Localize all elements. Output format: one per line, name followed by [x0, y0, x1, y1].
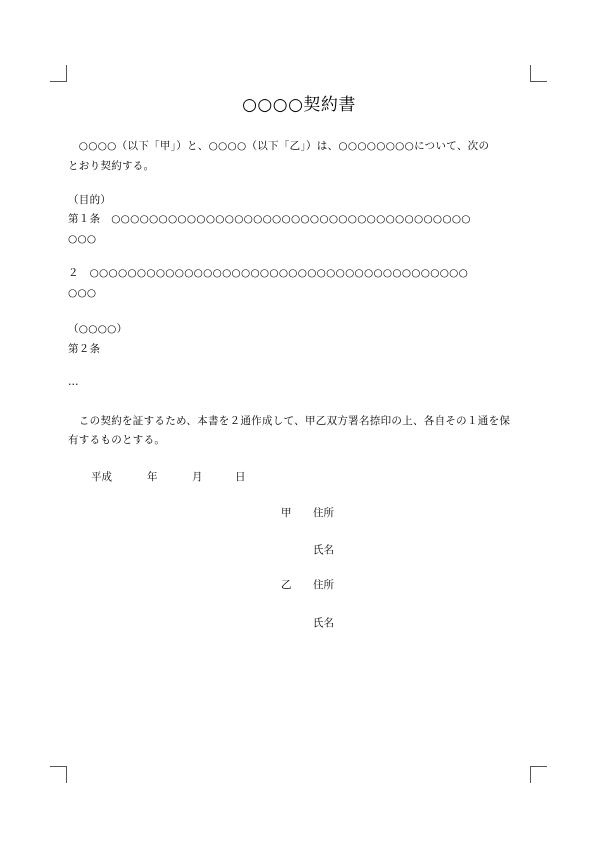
- party-a-address-label: 住所: [313, 507, 334, 519]
- article-1-line-1: 第１条 ○○○○○○○○○○○○○○○○○○○○○○○○○○○○○○○○○○○○○○: [68, 213, 471, 225]
- crop-mark-bottom-left: [50, 766, 67, 783]
- article-2-heading: （○○○○）: [68, 323, 128, 335]
- date-day: 日: [235, 471, 246, 483]
- crop-mark-bottom-right: [530, 766, 547, 783]
- preamble-line-1: ○○○○（以下「甲」）と、○○○○（以下「乙」）は、○○○○○○○○について、次の: [68, 140, 490, 152]
- article-2-label: 第２条: [68, 343, 101, 355]
- ellipsis: …: [68, 376, 79, 388]
- document-title: ○○○○契約書: [242, 95, 356, 115]
- date-era: 平成: [91, 471, 112, 483]
- closing-line-2: 有するものとする。: [68, 434, 166, 446]
- closing-line-1: この契約を証するため、本書を２通作成して、甲乙双方署名捺印の上、各自その１通を保: [68, 415, 511, 427]
- party-b-name-label: 氏名: [313, 617, 334, 629]
- party-a-name-label: 氏名: [313, 544, 334, 556]
- article-1-para-2-line-2: ○○○: [68, 287, 97, 299]
- crop-mark-top-left: [50, 65, 67, 82]
- party-a-label: 甲: [281, 507, 292, 519]
- party-b-label: 乙: [281, 579, 292, 591]
- article-1-line-2: ○○○: [68, 233, 97, 245]
- date-month: 月: [192, 471, 203, 483]
- article-1-para-2-line-1: ２ ○○○○○○○○○○○○○○○○○○○○○○○○○○○○○○○○○○○○○○○○: [68, 267, 469, 279]
- party-b-address-label: 住所: [313, 579, 334, 591]
- crop-mark-top-right: [530, 65, 547, 82]
- date-year: 年: [147, 471, 158, 483]
- preamble-line-2: とおり契約する。: [68, 160, 155, 172]
- article-1-heading: （目的）: [68, 194, 112, 206]
